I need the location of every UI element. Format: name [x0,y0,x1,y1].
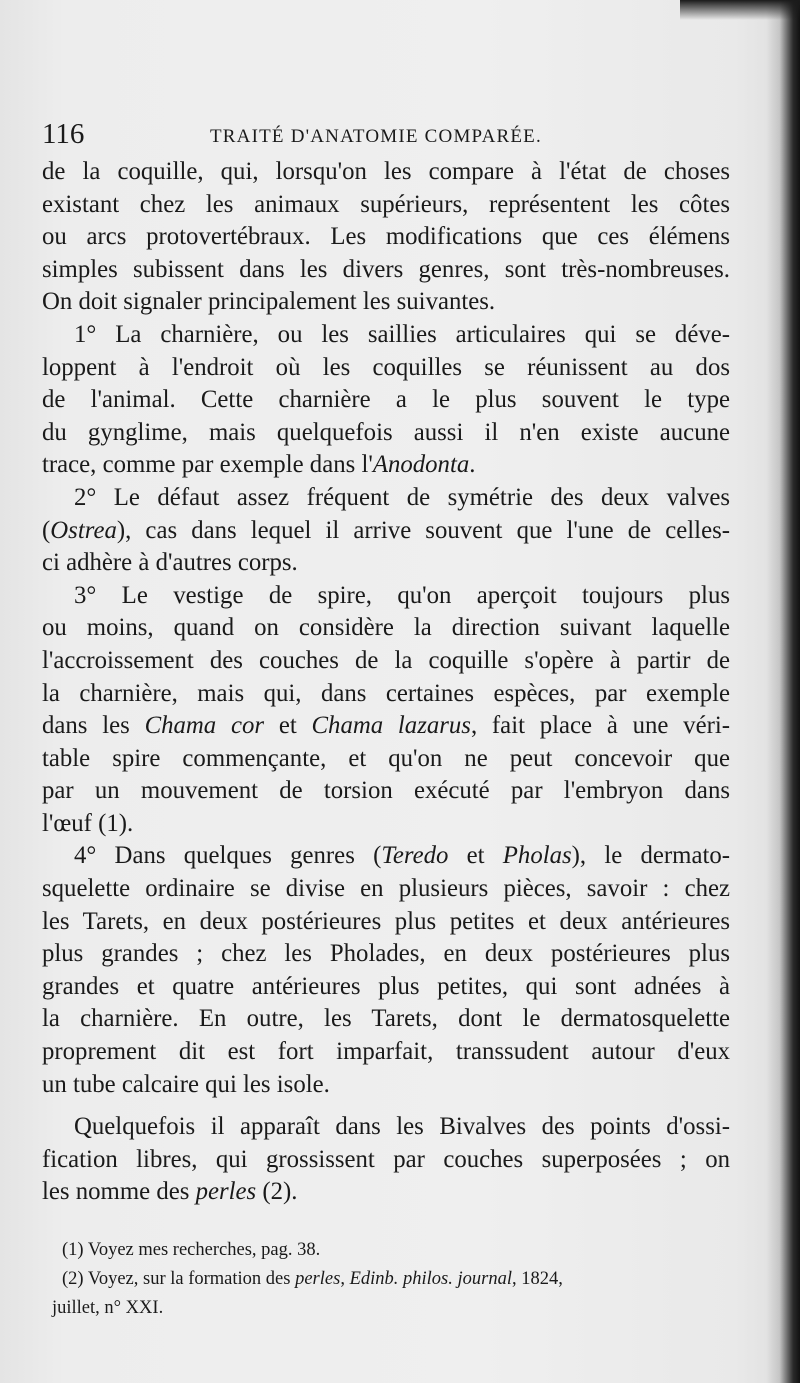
text-line: Quelquefois il apparaît dans les Bivalves des points d'ossi- [74,1113,730,1141]
footnote-1: (1) Voyez mes recherches, pag. 38. [62,1240,321,1260]
text-line: un tube calcaire qui les isole. [42,1070,330,1098]
text-line: ou moins, quand on considère la direction suivant laquelle [42,614,730,642]
paragraph-point-1 [42,319,730,482]
text-line: trace, comme par exemple dans l'Anodonta. [42,451,476,479]
text-line: loppent à l'endroit où les coquilles se réunissent au dos [42,353,730,381]
page-header [42,118,732,152]
text-line: (Ostrea), cas dans lequel il arrive souvent que l'une de celles- [42,516,730,544]
text-line: dans les Chama cor et Chama lazarus, fait place à une véri- [42,712,730,740]
text-line: ci adhère à d'autres corps. [42,549,298,577]
text-line: l'œuf (1). [42,809,134,837]
text-line: de la coquille, qui, lorsqu'on les compare à l'état de choses [42,158,730,185]
text-line: de l'animal. Cette charnière a le plus souvent le type [42,386,730,414]
running-title: TRAITÉ D'ANATOMIE COMPARÉE. [210,126,542,147]
text-line: 1° La charnière, ou les saillies articulaires qui se déve- [74,320,730,348]
text-line: 4° Dans quelques genres (Teredo et Pholas), le dermato- [74,842,730,870]
text-line: par un mouvement de torsion exécuté par l'embryon dans [42,777,730,805]
text-line: du gynglime, mais quelquefois aussi il n'en existe aucune [42,418,730,446]
text-line: grandes et quatre antérieures plus petites, qui sont adnées à [42,972,730,1000]
text-line: la charnière, mais qui, dans certaines espèces, par exemple [42,679,730,707]
paragraph-point-3 [42,580,730,841]
text-line: ou arcs protovertébraux. Les modifications que ces élémens [42,223,730,251]
paragraph-point-4 [42,840,730,1101]
text-line: squelette ordinaire se divise en plusieurs pièces, savoir : chez [42,875,730,903]
text-line: simples subissent dans les divers genres, sont très-nombreuses. [42,255,730,283]
paragraph-intro [42,156,730,319]
paragraph-pearls [42,1111,730,1209]
text-line: existant chez les animaux supérieurs, représentent les côtes [42,190,730,218]
page-edge-shadow [766,0,800,1383]
text-line: les nomme des perles (2). [42,1178,298,1206]
footnote-2: (2) Voyez, sur la formation des perles, Edinb. philos. journal, 1824, [62,1269,563,1289]
text-line: 3° Le vestige de spire, qu'on aperçoit toujours plus [74,581,730,609]
text-line: l'accroissement des couches de la coquille s'opère à partir de [42,646,730,674]
body-text [42,156,730,1209]
footnotes [52,1236,732,1323]
text-line: 2° Le défaut assez fréquent de symétrie des deux valves [74,483,730,511]
text-line: On doit signaler principalement les suivantes. [42,288,496,316]
paragraph-gap [42,1101,730,1111]
text-line: plus grandes ; chez les Pholades, en deux postérieures plus [42,940,730,968]
paragraph-point-2 [42,482,730,580]
text-line: proprement dit est fort imparfait, transsudent autour d'eux [42,1038,730,1066]
page-number: 116 [42,118,85,150]
footnote-2-continuation: juillet, n° XXI. [52,1298,164,1318]
text-line: table spire commençante, et qu'on ne peut concevoir que [42,744,730,772]
text-line: les Tarets, en deux postérieures plus petites et deux antérieures [42,907,730,935]
text-line: la charnière. En outre, les Tarets, dont le dermatosquelette [42,1005,730,1033]
text-line: fication libres, qui grossissent par couches superposées ; on [42,1145,730,1173]
page-corner-shadow [680,0,800,20]
